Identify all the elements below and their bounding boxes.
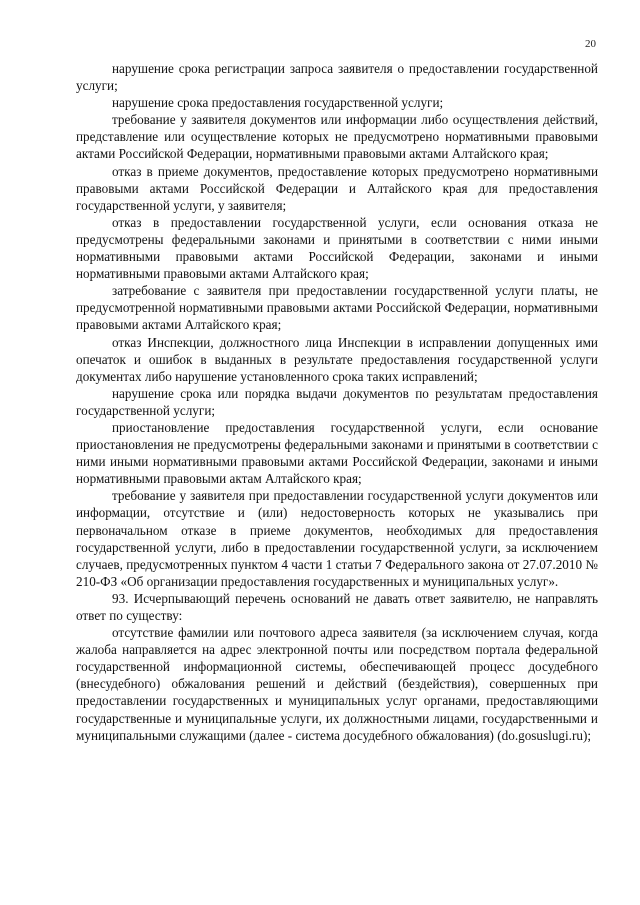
- paragraph: нарушение срока или порядка выдачи документов по результатам предоставления государственной услуги;: [76, 385, 598, 418]
- page-number: 20: [585, 38, 596, 50]
- paragraph: требование у заявителя документов или информации либо осуществления действий, представление или осуществление которых не предусмотрено нормативными правовыми актами Российской Федерации, нормативными правовыми актами Алтайского края;: [76, 112, 598, 162]
- paragraph: отсутствие фамилии или почтового адреса заявителя (за исключением случая, когда жалоба направляется на адрес электронной почты или посредством портала федеральной государственной информационной системы, обеспечивающей процесс досудебного (внесудебного) обжалования решений и действий (бездействия), совершенных при предоставлении государственных и муниципальных услуг органами, предоставляющими государственные и муниципальные услуги, их должностными лицами, государственными и муниципальными служащими (далее - система досудебного обжалования) (do.gosuslugi.ru);: [76, 625, 598, 743]
- paragraph: отказ в предоставлении государственной услуги, если основания отказа не предусмотрены федеральными законами и принятыми в соответствии с ними иными нормативными правовыми актами Российской Федерации, законами и иными нормативными правовыми актами Алтайского края;: [76, 214, 598, 282]
- paragraph: нарушение срока предоставления государственной услуги;: [112, 95, 444, 111]
- paragraph: затребование с заявителя при предоставлении государственной услуги платы, не предусмотренной нормативными правовыми актами Российской Федерации, нормативными правовыми актами Алтайского края;: [76, 283, 598, 333]
- paragraph: требование у заявителя при предоставлении государственной услуги документов или информации, отсутствие и (или) недостоверность которых не указывались при первоначальном отказе в приеме документов, необходимых для предоставления государственной услуги, либо в предоставлении государственной услуги, за исключением случаев, предусмотренных пунктом 4 части 1 статьи 7 Федерального закона от 27.07.2010 № 210-ФЗ «Об организации предоставления государственных и муниципальных услуг».: [76, 488, 598, 589]
- document-body: [76, 60, 598, 744]
- paragraph: отказ Инспекции, должностного лица Инспекции в исправлении допущенных ими опечаток и ошибок в выданных в результате предоставления государственной услуги документах либо нарушение установленного срока таких исправлений;: [76, 334, 598, 384]
- paragraph: нарушение срока регистрации запроса заявителя о предоставлении государственной услуги;: [76, 61, 598, 94]
- section-93-heading: 93. Исчерпывающий перечень оснований не давать ответ заявителю, не направлять ответ по существу:: [76, 590, 598, 623]
- paragraph: отказ в приеме документов, предоставление которых предусмотрено нормативными правовыми актами Российской Федерации и Алтайского края для предоставления государственной услуги, у заявителя;: [76, 163, 598, 213]
- paragraph: приостановление предоставления государственной услуги, если основание приостановления не предусмотрены федеральными законами и принятыми в соответствии с ними иными нормативными правовыми актами Российской Федерации, законами и иными нормативными правовыми актам Алтайского края;: [76, 419, 598, 487]
